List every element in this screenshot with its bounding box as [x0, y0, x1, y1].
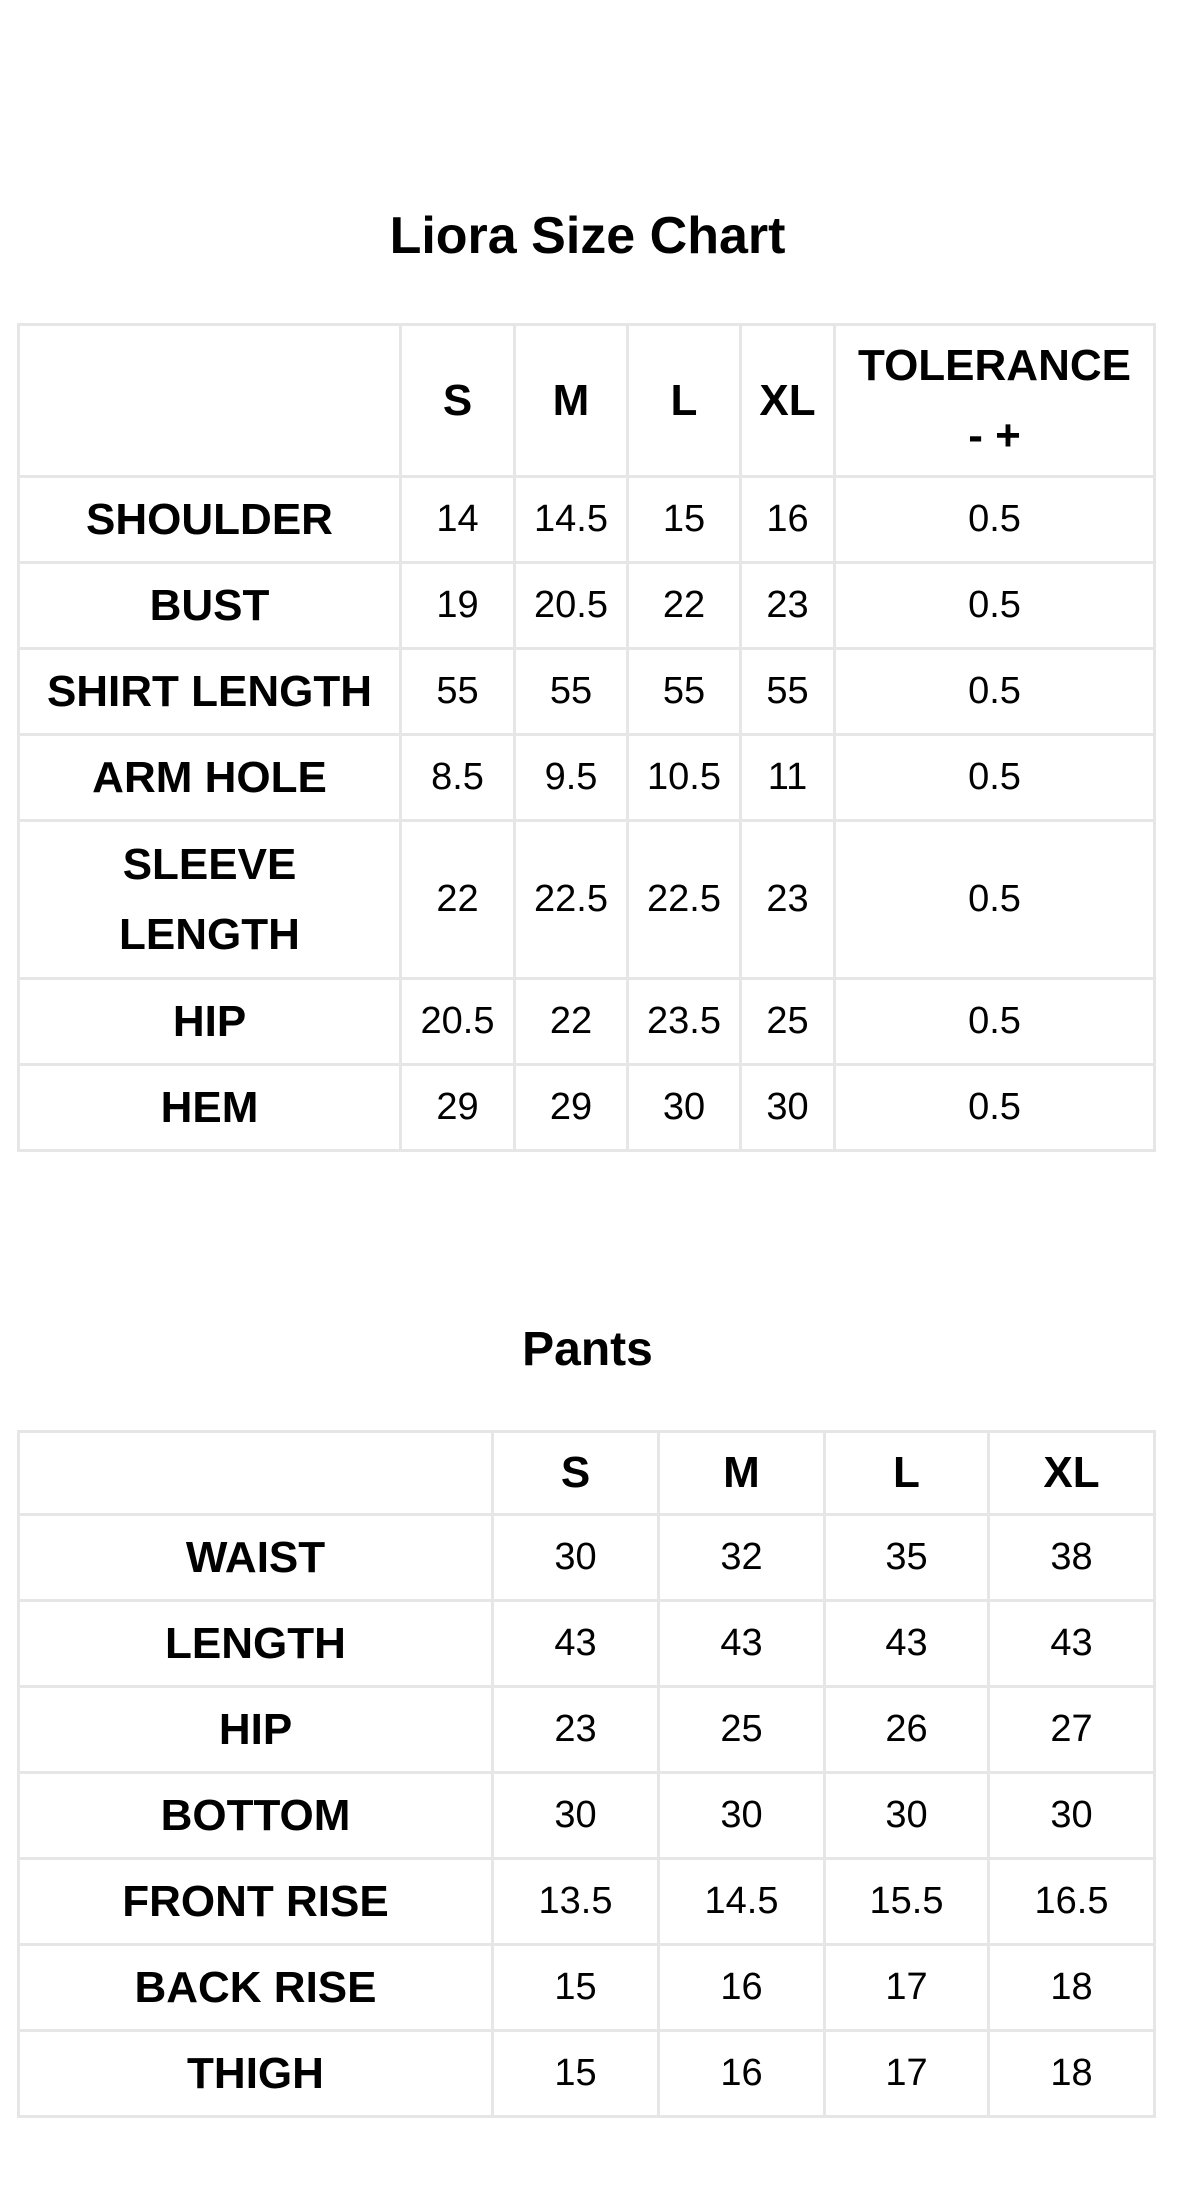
- pants-row-label: BOTTOM: [19, 1773, 493, 1859]
- shirt-table-row: [19, 735, 1155, 821]
- pants-size-value: 16.5: [989, 1859, 1155, 1945]
- shirt-size-value: 22: [515, 979, 628, 1065]
- shirt-row-label: SHOULDER: [19, 477, 401, 563]
- shirt-size-value: 29: [401, 1065, 515, 1151]
- pants-size-value: 35: [825, 1515, 989, 1601]
- shirt-table-row: [19, 649, 1155, 735]
- tolerance-value: 0.5: [835, 735, 1155, 821]
- pants-table-row: [19, 1515, 1155, 1601]
- pants-size-value: 18: [989, 1945, 1155, 2031]
- shirt-table-row: [19, 1065, 1155, 1151]
- pants-size-value: 43: [659, 1601, 825, 1687]
- shirt-size-value: 29: [515, 1065, 628, 1151]
- shirt-row-label: ARM HOLE: [19, 735, 401, 821]
- shirt-table-row: [19, 477, 1155, 563]
- pants-column-header: M: [659, 1432, 825, 1515]
- shirt-row-label: HEM: [19, 1065, 401, 1151]
- pants-table-row: [19, 1773, 1155, 1859]
- shirt-size-value: 23: [741, 563, 835, 649]
- shirt-row-label: SHIRT LENGTH: [19, 649, 401, 735]
- pants-size-value: 30: [659, 1773, 825, 1859]
- pants-column-header: L: [825, 1432, 989, 1515]
- pants-row-label: THIGH: [19, 2031, 493, 2117]
- pants-size-value: 26: [825, 1687, 989, 1773]
- shirt-column-header: XL: [741, 325, 835, 477]
- shirt-header-row: [19, 325, 1155, 477]
- pants-size-value: 17: [825, 2031, 989, 2117]
- pants-size-value: 16: [659, 2031, 825, 2117]
- shirt-size-table: [17, 323, 1156, 1152]
- pants-row-label: BACK RISE: [19, 1945, 493, 2031]
- pants-table-row: [19, 1859, 1155, 1945]
- pants-table-row: [19, 1687, 1155, 1773]
- tolerance-value: 0.5: [835, 563, 1155, 649]
- pants-size-value: 18: [989, 2031, 1155, 2117]
- shirt-row-label: SLEEVE LENGTH: [19, 821, 401, 979]
- pants-size-value: 25: [659, 1687, 825, 1773]
- pants-size-value: 15: [493, 1945, 659, 2031]
- pants-size-value: 23: [493, 1687, 659, 1773]
- pants-size-value: 16: [659, 1945, 825, 2031]
- pants-row-label: WAIST: [19, 1515, 493, 1601]
- shirt-size-value: 25: [741, 979, 835, 1065]
- shirt-size-value: 19: [401, 563, 515, 649]
- pants-size-value: 17: [825, 1945, 989, 2031]
- pants-row-label: HIP: [19, 1687, 493, 1773]
- pants-size-value: 30: [493, 1773, 659, 1859]
- shirt-size-value: 8.5: [401, 735, 515, 821]
- tolerance-value: 0.5: [835, 979, 1155, 1065]
- pants-size-value: 43: [493, 1601, 659, 1687]
- shirt-row-label: BUST: [19, 563, 401, 649]
- pants-size-value: 30: [825, 1773, 989, 1859]
- shirt-size-value: 23: [741, 821, 835, 979]
- shirt-size-value: 23.5: [628, 979, 741, 1065]
- shirt-table-row: [19, 979, 1155, 1065]
- shirt-size-value: 55: [515, 649, 628, 735]
- shirt-header-empty-cell: [19, 325, 401, 477]
- tolerance-value: 0.5: [835, 649, 1155, 735]
- shirt-size-value: 14: [401, 477, 515, 563]
- pants-size-value: 43: [989, 1601, 1155, 1687]
- shirt-size-value: 22.5: [628, 821, 741, 979]
- pants-size-value: 13.5: [493, 1859, 659, 1945]
- shirt-size-value: 30: [628, 1065, 741, 1151]
- shirt-table-row: [19, 821, 1155, 979]
- shirt-size-value: 10.5: [628, 735, 741, 821]
- shirt-size-value: 55: [628, 649, 741, 735]
- shirt-size-value: 22.5: [515, 821, 628, 979]
- shirt-size-value: 15: [628, 477, 741, 563]
- pants-size-value: 43: [825, 1601, 989, 1687]
- shirt-size-value: 22: [401, 821, 515, 979]
- shirt-size-value: 9.5: [515, 735, 628, 821]
- pants-size-value: 15: [493, 2031, 659, 2117]
- shirt-size-chart-title: Liora Size Chart: [389, 207, 786, 265]
- pants-size-value: 14.5: [659, 1859, 825, 1945]
- pants-header-row: [19, 1432, 1155, 1515]
- shirt-size-value: 14.5: [515, 477, 628, 563]
- tolerance-label: TOLERANCE: [858, 340, 1131, 390]
- shirt-size-value: 11: [741, 735, 835, 821]
- shirt-size-value: 55: [401, 649, 515, 735]
- pants-size-value: 27: [989, 1687, 1155, 1773]
- pants-chart-title: Pants: [522, 1323, 653, 1376]
- pants-table-row: [19, 1945, 1155, 2031]
- pants-header-empty-cell: [19, 1432, 493, 1515]
- shirt-column-header: M: [515, 325, 628, 477]
- pants-size-value: 30: [989, 1773, 1155, 1859]
- tolerance-column-header: [835, 325, 1155, 477]
- shirt-size-value: 20.5: [401, 979, 515, 1065]
- tolerance-sign-label: - +: [968, 410, 1021, 460]
- shirt-table-row: [19, 563, 1155, 649]
- shirt-size-value: 30: [741, 1065, 835, 1151]
- pants-column-header: S: [493, 1432, 659, 1515]
- shirt-column-header: L: [628, 325, 741, 477]
- pants-size-value: 30: [493, 1515, 659, 1601]
- tolerance-value: 0.5: [835, 477, 1155, 563]
- shirt-size-value: 55: [741, 649, 835, 735]
- pants-row-label: FRONT RISE: [19, 1859, 493, 1945]
- shirt-column-header: S: [401, 325, 515, 477]
- pants-row-label: LENGTH: [19, 1601, 493, 1687]
- tolerance-value: 0.5: [835, 1065, 1155, 1151]
- pants-size-value: 32: [659, 1515, 825, 1601]
- shirt-size-value: 22: [628, 563, 741, 649]
- pants-column-header: XL: [989, 1432, 1155, 1515]
- shirt-size-value: 16: [741, 477, 835, 563]
- shirt-size-value: 20.5: [515, 563, 628, 649]
- pants-size-value: 15.5: [825, 1859, 989, 1945]
- pants-table-row: [19, 2031, 1155, 2117]
- pants-size-value: 38: [989, 1515, 1155, 1601]
- pants-table-row: [19, 1601, 1155, 1687]
- tolerance-value: 0.5: [835, 821, 1155, 979]
- shirt-row-label: HIP: [19, 979, 401, 1065]
- pants-size-table: [17, 1430, 1156, 2118]
